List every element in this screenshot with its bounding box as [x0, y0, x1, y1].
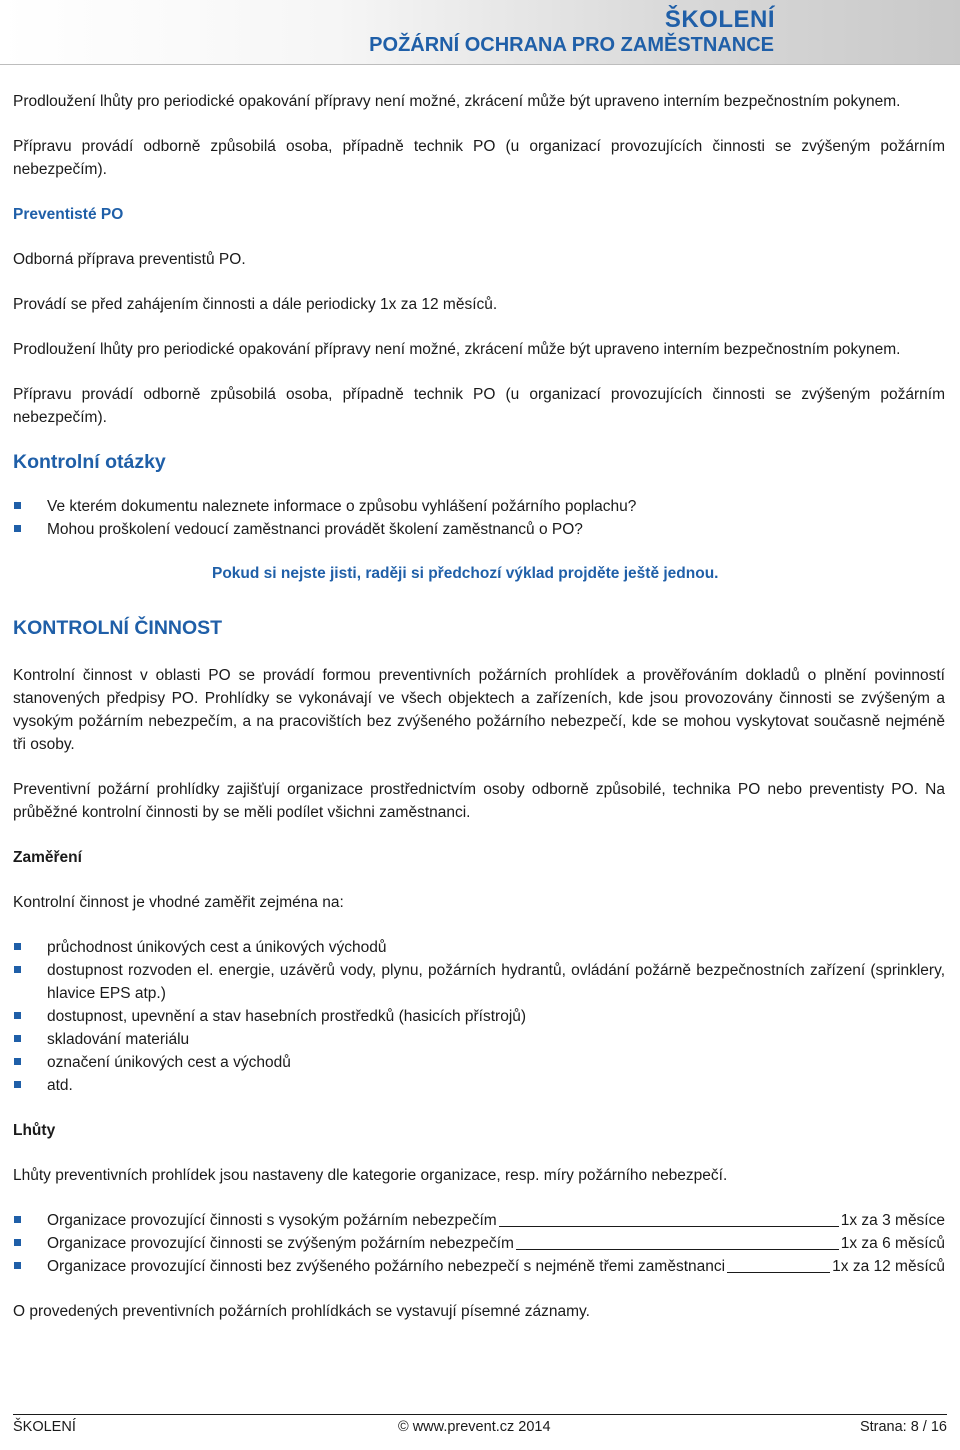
paragraph: Kontrolní činnost je vhodné zaměřit zejména na:: [13, 894, 344, 911]
footer-left: ŠKOLENÍ: [13, 1419, 76, 1435]
list-item: označení únikových cest a východů: [13, 1051, 945, 1074]
paragraph: Kontrolní činnost v oblasti PO se provádí formou preventivních požárních prohlídek a prověřováním dokladů o plnění povinností stanovených předpisy PO. Prohlídky se vykonávají ve všech objektech a zařízeních, kde jsou provozovány činnosti se zvýšeným a vysokým požárním nebezpečím, a na pracovištích bez zvýšeného požárního nebezpečí, kde se mohou vyskytovat současně nejméně tři osoby.: [13, 667, 945, 753]
deadline-item: [13, 1255, 945, 1278]
list-item: skladování materiálu: [13, 1028, 945, 1051]
questions-heading: Kontrolní otázky: [13, 451, 166, 473]
deadline-item: [13, 1232, 945, 1255]
header-title: ŠKOLENÍ: [664, 6, 775, 33]
leader-line: [516, 1232, 839, 1250]
list-item: dostupnost, upevnění a stav hasebních prostředků (hasicích přístrojů): [13, 1005, 945, 1028]
list-item: průchodnost únikových cest a únikových východů: [13, 936, 945, 959]
review-hint: Pokud si nejste jisti, raději si předchozí výklad projděte ještě jednou.: [212, 565, 719, 582]
deadline-text: Organizace provozující činnosti bez zvýšeného požárního nebezpečí s nejméně třemi zaměstnanci: [47, 1258, 726, 1275]
paragraph: Lhůty preventivních prohlídek jsou nastaveny dle kategorie organizace, resp. míry požárního nebezpečí.: [13, 1167, 728, 1184]
deadline-text: Organizace provozující činnosti se zvýšeným požárním nebezpečím: [47, 1235, 514, 1252]
focus-heading: Zaměření: [13, 849, 82, 866]
paragraph: Odborná příprava preventistů PO.: [13, 251, 246, 268]
document-body: [13, 90, 945, 1323]
deadlines-heading: Lhůty: [13, 1122, 56, 1139]
paragraph: Prodloužení lhůty pro periodické opakování přípravy není možné, zkrácení může být upraveno interním bezpečnostním pokynem.: [13, 93, 901, 110]
paragraph: Přípravu provádí odborně způsobilá osoba, případně technik PO (u organizací provozujících činnosti se zvýšeným požárním nebezpečím).: [13, 386, 945, 426]
paragraph: Provádí se před zahájením činnosti a dále periodicky 1x za 12 měsíců.: [13, 296, 498, 313]
paragraph: Prodloužení lhůty pro periodické opakování přípravy není možné, zkrácení může být upraveno interním bezpečnostním pokynem.: [13, 341, 901, 358]
list-item: Ve kterém dokumentu naleznete informace o způsobu vyhlášení požárního poplachu?: [13, 495, 945, 518]
page-number: Strana: 8 / 16: [859, 1419, 947, 1435]
list-item: atd.: [13, 1074, 945, 1097]
header-subtitle: POŽÁRNÍ OCHRANA PRO ZAMĚSTNANCE: [369, 34, 774, 56]
leader-line: [727, 1255, 830, 1273]
footer-copyright: © www.prevent.cz 2014: [398, 1419, 551, 1435]
page-header: [0, 0, 960, 66]
focus-list: [13, 936, 945, 1097]
deadline-frequency: 1x za 6 měsíců: [840, 1235, 945, 1252]
leader-line: [499, 1209, 839, 1227]
list-item: dostupnost rozvoden el. energie, uzávěrů vody, plynu, požárních hydrantů, ovládání požárně bezpečnostních zařízení (sprinklery, hlavice EPS atp.): [13, 959, 945, 1005]
questions-list: [13, 495, 945, 541]
page-footer: [13, 1414, 947, 1441]
deadline-frequency: 1x za 3 měsíce: [840, 1212, 945, 1229]
list-item: Mohou proškolení vedoucí zaměstnanci provádět školení zaměstnanců o PO?: [13, 518, 945, 541]
preventiste-heading: Preventisté PO: [13, 206, 124, 223]
paragraph: Preventivní požární prohlídky zajišťují organizace prostřednictvím osoby odborně způsobilé, technika PO nebo preventisty PO. Na průběžné kontrolní činnosti by se měli podílet všichni zaměstnanci.: [13, 781, 945, 821]
deadline-frequency: 1x za 12 měsíců: [832, 1258, 945, 1275]
paragraph: O provedených preventivních požárních prohlídkách se vystavují písemné záznamy.: [13, 1303, 590, 1320]
paragraph: Přípravu provádí odborně způsobilá osoba, případně technik PO (u organizací provozujících činnosti se zvýšeným požárním nebezpečím).: [13, 138, 945, 178]
deadline-text: Organizace provozující činnosti s vysokým požárním nebezpečím: [47, 1212, 497, 1229]
deadlines-list: [13, 1209, 945, 1278]
control-heading: KONTROLNÍ ČINNOST: [13, 617, 223, 639]
deadline-item: [13, 1209, 945, 1232]
